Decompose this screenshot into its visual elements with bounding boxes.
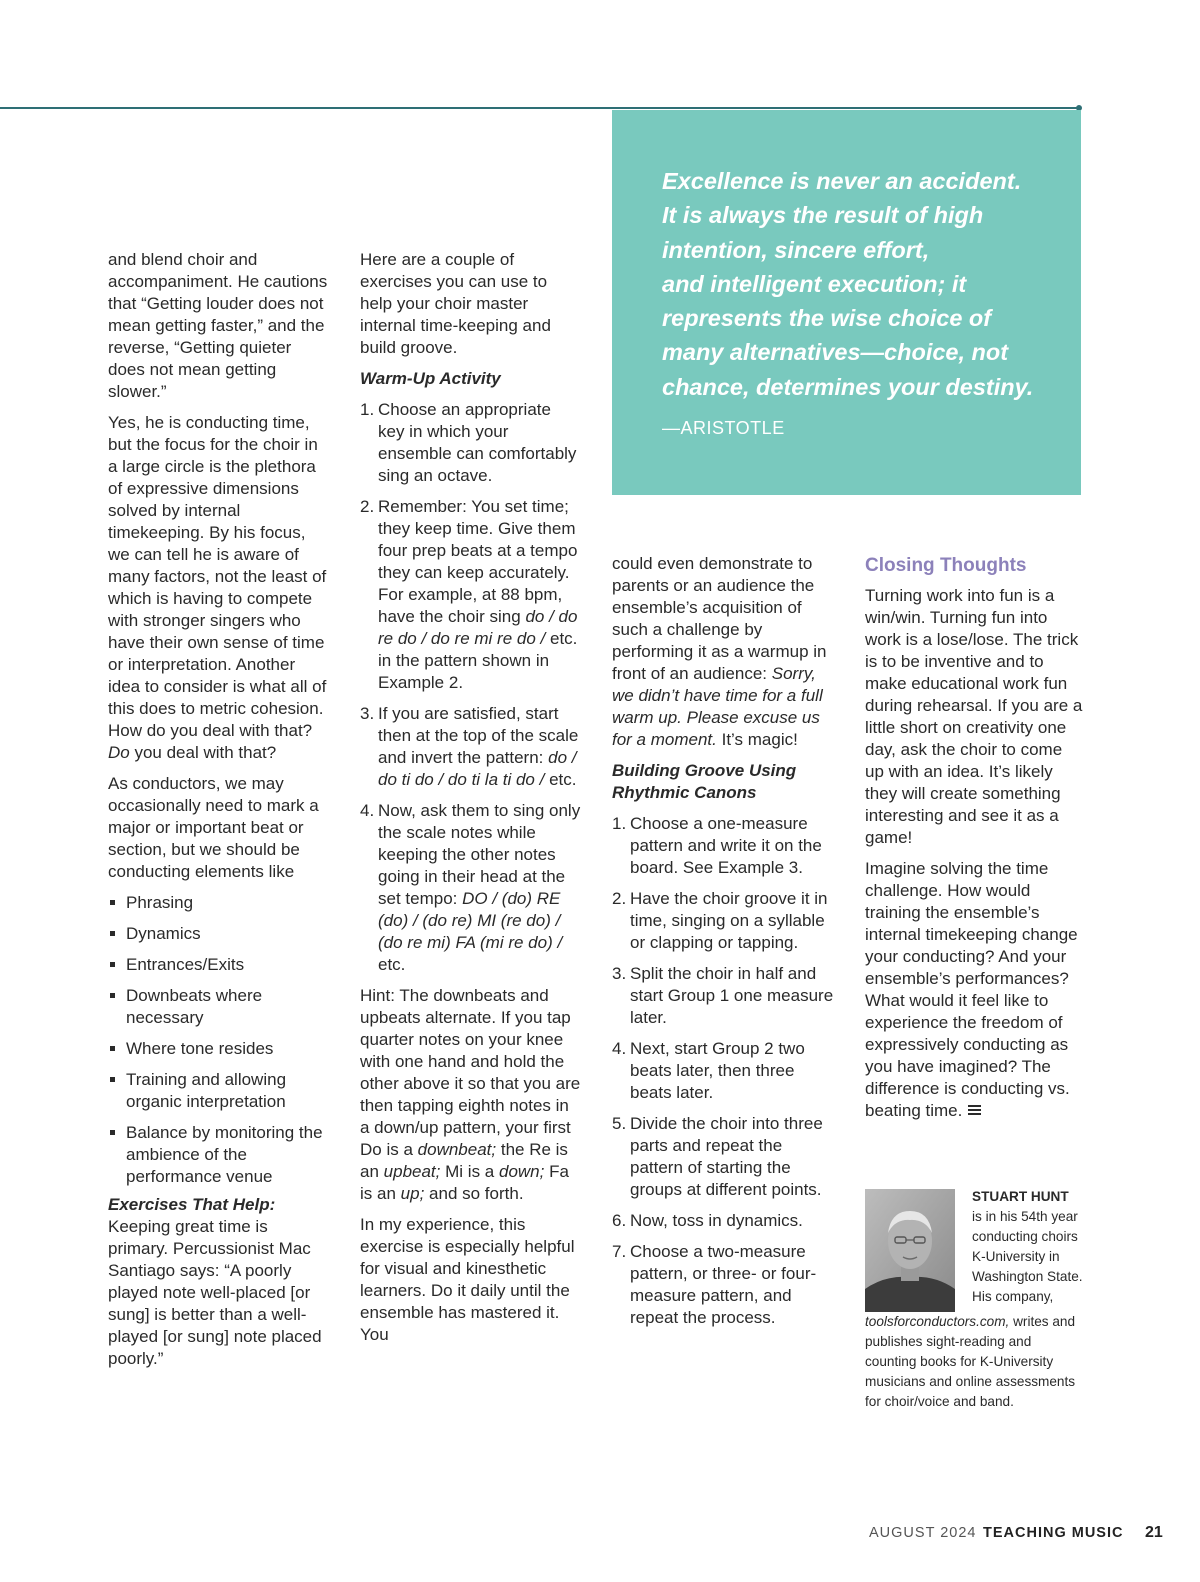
paragraph-text: Imagine solving the time challenge. How would training the ensemble’s internal timekeeping change your conducting? And your ensemble’s performances? What would it feel like to experience the freedom of expressively conducting as you have imagined? The difference is conducting vs. beating time. [865, 859, 1078, 1120]
emphasis: up; [400, 1184, 425, 1203]
column-2 [360, 249, 582, 1346]
list-item-text: Balance by monitoring the ambience of the performance venue [126, 1123, 323, 1186]
paragraph: Here are a couple of exercises you can use to help your choir master internal time-keeping and build groove. [360, 250, 551, 357]
paragraph: As conductors, we may occasionally need to mark a major or important beat or section, but we should be conducting elements like [108, 774, 319, 881]
list-item-text: etc. [549, 770, 577, 789]
list-number: 6. [612, 1211, 627, 1230]
top-rule [0, 107, 1080, 109]
list-item [360, 800, 582, 976]
section-heading: Building Groove Using Rhythmic Canons [612, 761, 797, 802]
list-item-text: Choose an appropriate key in which your ensemble can comfortably sing an octave. [378, 400, 577, 485]
list-item-text: Downbeats where necessary [126, 986, 263, 1027]
list-number: 2. [612, 889, 627, 908]
list-item-text: Divide the choir into three parts and repeat the pattern of starting the groups at different points. [630, 1114, 823, 1199]
author-company-link[interactable]: toolsforconductors.com, [865, 1314, 1010, 1329]
end-mark-icon [968, 1105, 981, 1117]
bullet-icon [110, 1046, 115, 1051]
paragraph-text: Mi is a [445, 1162, 495, 1181]
numbered-list [612, 813, 834, 1329]
page-number: 21 [1145, 1524, 1163, 1541]
quote-line: Excellence is never an accident. [662, 168, 1022, 194]
paragraph-text: and so forth. [429, 1184, 524, 1203]
list-item-text: Remember: You set time; they keep time. Give them four prep beats at a tempo they can keep accurately. For example, at 88 bpm, have the choir sing [378, 497, 578, 626]
author-name: STUART HUNT [972, 1189, 1069, 1204]
list-item-text: etc. [378, 955, 406, 974]
paragraph [108, 412, 330, 764]
emphasis: upbeat; [383, 1162, 441, 1181]
list-item [612, 1113, 834, 1201]
emphasis: downbeat; [417, 1140, 497, 1159]
list-number: 4. [360, 801, 375, 820]
list-item [612, 1038, 834, 1104]
list-item-text: Next, start Group 2 two beats later, then three beats later. [630, 1039, 805, 1102]
list-item [612, 888, 834, 954]
paragraph: In my experience, this exercise is especially helpful for visual and kinesthetic learners. Do it daily until the ensemble has mastered it. You [360, 1215, 575, 1344]
list-number: 3. [612, 964, 627, 983]
list-item [612, 963, 834, 1029]
bullet-icon [110, 993, 115, 998]
quote-line: intention, sincere effort, [662, 236, 930, 263]
list-number: 1. [360, 400, 375, 419]
paragraph: Keeping great time is primary. Percussionist Mac Santiago says: “A poorly played note well-placed [or sung] is better than a well-played [or sung] note placed poorly.” [108, 1217, 322, 1368]
list-item [360, 496, 582, 694]
paragraph-text: could even demonstrate to parents or an audience the ensemble’s acquisition of such a challenge by performing it as a warmup in front of an audience: [612, 554, 827, 683]
list-item-text: Choose a one-measure pattern and write it on the board. See Example 3. [630, 814, 822, 877]
numbered-list [360, 399, 582, 976]
list-item-text: Have the choir groove it in time, singing on a syllable or clapping or tapping. [630, 889, 828, 952]
magazine-name: TEACHING MUSIC [983, 1525, 1124, 1541]
list-number: 5. [612, 1114, 627, 1133]
paragraph [360, 985, 582, 1205]
paragraph-text: the Re is an [360, 1140, 568, 1181]
bullet-icon [110, 1130, 115, 1135]
author-photo [865, 1189, 955, 1312]
list-item-text: If you are satisfied, start then at the top of the scale and invert the pattern: [378, 704, 579, 767]
list-item [108, 1122, 330, 1188]
bullet-list [108, 892, 330, 1188]
issue-date: AUGUST 2024 [869, 1525, 977, 1541]
pull-quote-box [612, 110, 1081, 495]
bullet-icon [110, 900, 115, 905]
list-item-text: Training and allowing organic interpretation [126, 1070, 287, 1111]
bio-text: writes and publishes sight-reading and counting books for K-University musicians and online assessments for choir/voice and band. [865, 1314, 1076, 1410]
list-item [360, 399, 582, 487]
list-item [108, 892, 330, 914]
quote-line: represents the wise choice of [662, 305, 992, 332]
section-heading: Warm-Up Activity [360, 369, 501, 388]
quote-line: chance, determines your destiny. [662, 373, 1034, 400]
quote-attribution: —ARISTOTLE [662, 418, 785, 439]
list-item-text: Choose a two-measure pattern, or three- or four-measure pattern, and repeat the process. [630, 1242, 817, 1327]
list-number: 4. [612, 1039, 627, 1058]
bullet-icon [110, 1077, 115, 1082]
list-item-text: Where tone resides [126, 1039, 274, 1058]
quote-line: and intelligent execution; it [662, 270, 967, 297]
list-item [108, 1069, 330, 1113]
list-item [108, 954, 330, 976]
paragraph-text: Yes, he is conducting time, but the focus for the choir in a large circle is the plethora of expressive dimensions solved by internal timekeeping. By his focus, we can tell he is aware of many factors, not the least of which is having to compete with stronger singers who have their own sense of time or interpretation. Another idea to consider is what all of this does to metric cohesion. How do you deal with that? [108, 413, 327, 740]
quote-line: It is always the result of high [662, 202, 984, 229]
column-3 [612, 553, 834, 1338]
list-number: 2. [360, 497, 375, 516]
paragraph [865, 858, 1083, 1122]
list-item-text: Now, toss in dynamics. [630, 1211, 803, 1230]
emphasis: DO / (do) RE (do) / (do re) MI (re do) / (do re mi) FA (mi re do) / [378, 889, 563, 952]
list-item-text: Phrasing [126, 893, 194, 912]
bullet-icon [110, 931, 115, 936]
paragraph: and blend choir and accompaniment. He cautions that “Getting louder does not mean getting faster,” and the reverse, “Getting quieter does not mean getting slower.” [108, 250, 328, 401]
list-item-text: Dynamics [126, 924, 201, 943]
emphasis: do / do ti do / do ti la ti do / [378, 748, 577, 789]
list-item [360, 703, 582, 791]
paragraph: Turning work into fun is a win/win. Turning fun into work is a lose/lose. The trick is to be inventive and to make educational work fun during rehearsal. If you are a little short on creativity one day, ask the choir to come up with an idea. It’s likely they will create something interesting and see it as a game! [865, 586, 1083, 847]
pull-quote-text [662, 164, 1051, 404]
list-item-text: Entrances/Exits [126, 955, 245, 974]
paragraph-text: you deal with that? [134, 743, 277, 762]
paragraph-text: Fa is an [360, 1162, 569, 1203]
list-item-text: etc. in the pattern shown in Example 2. [378, 629, 578, 692]
list-item [612, 1241, 834, 1329]
list-item [612, 1210, 834, 1232]
list-item-text: Now, ask them to sing only the scale notes while keeping the other notes going in their head at the set tempo: [378, 801, 581, 908]
bio-text: is in his 54th year conducting choirs K-University in Washington State. His company, [972, 1209, 1083, 1305]
section-heading: Closing Thoughts [865, 555, 1027, 576]
list-number: 7. [612, 1242, 627, 1261]
emphasis: Do [108, 743, 130, 762]
paragraph-text: Hint: The downbeats and upbeats alternate. If you tap quarter notes on your knee with one hand and hold the other above it so that you are then tapping eighth notes in a down/up pattern, your first Do is a [360, 986, 581, 1159]
column-4 [865, 553, 1083, 1131]
list-number: 1. [612, 814, 627, 833]
emphasis: Sorry, we didn’t have time for a full warm up. Please excuse us for a moment. [612, 664, 823, 749]
list-item [108, 1038, 330, 1060]
list-item [108, 985, 330, 1029]
paragraph-text: It’s magic! [721, 730, 798, 749]
list-item-text: Split the choir in half and start Group 1 one measure later. [630, 964, 834, 1027]
author-bio [865, 1187, 1083, 1412]
list-item [612, 813, 834, 879]
column-1 [108, 249, 330, 1370]
section-heading: Exercises That Help: [108, 1195, 276, 1214]
quote-line: many alternatives—choice, not [662, 339, 1009, 366]
paragraph [612, 553, 834, 751]
author-portrait-icon [865, 1189, 955, 1312]
emphasis: down; [498, 1162, 545, 1181]
list-item [108, 923, 330, 945]
list-number: 3. [360, 704, 375, 723]
emphasis: do / do re do / do re mi re do / [378, 607, 578, 648]
bullet-icon [110, 962, 115, 967]
